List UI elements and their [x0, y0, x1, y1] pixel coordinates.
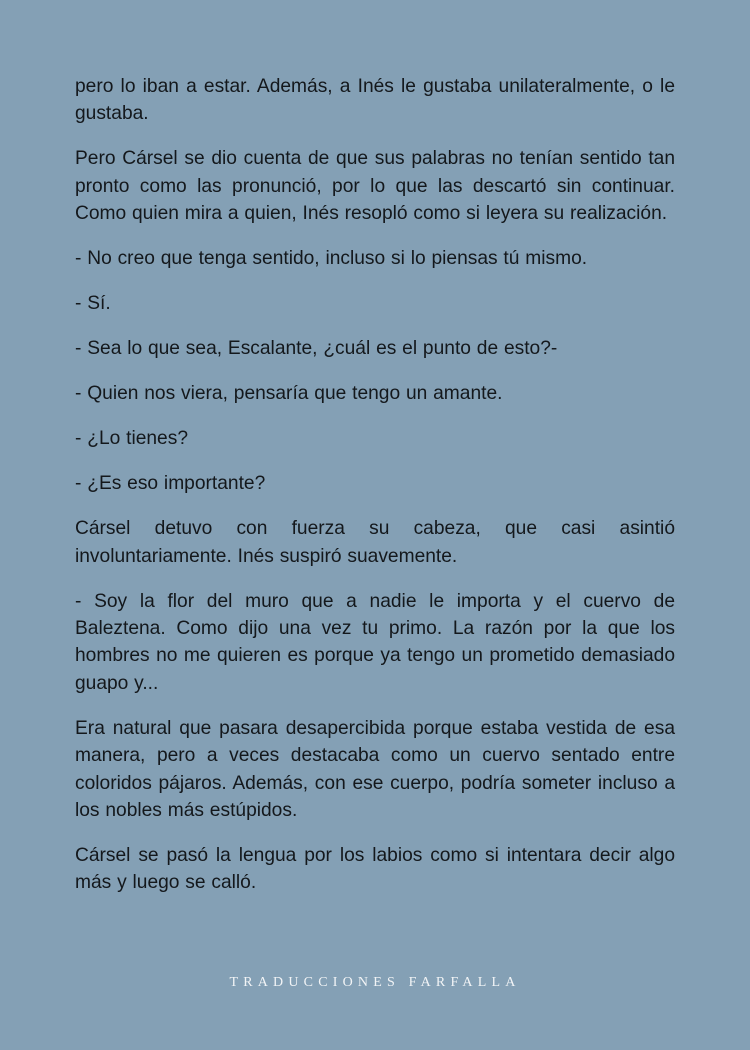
dialogue-line: - Sí.	[75, 293, 111, 315]
paragraph: pero lo iban a estar. Además, a Inés le gustaba unilateralmente, o le gustaba.	[75, 76, 675, 125]
footer-credit: TRADUCCIONES FARFALLA	[229, 975, 521, 990]
dialogue-line: - ¿Es eso importante?	[75, 473, 266, 495]
paragraph: Era natural que pasara desapercibida porque estaba vestida de esa manera, pero a veces destacaba como un cuervo sentado entre coloridos pájaros. Además, con ese cuerpo, podría someter incluso a los nobles más estúpidos.	[75, 717, 675, 822]
paragraph: Cársel se pasó la lengua por los labios como si intentara decir algo más y luego se calló.	[75, 845, 675, 894]
dialogue-line: - Sea lo que sea, Escalante, ¿cuál es el punto de esto?-	[75, 338, 558, 360]
dialogue-line: - No creo que tenga sentido, incluso si lo piensas tú mismo.	[75, 248, 588, 270]
dialogue-line: - ¿Lo tienes?	[75, 428, 188, 450]
dialogue-line: - Soy la flor del muro que a nadie le importa y el cuervo de Baleztena. Como dijo una vez tu primo. La razón por la que los hombres no me quieren es porque ya tengo un prometido demasiado guapo y...	[75, 590, 675, 694]
paragraph: Cársel detuvo con fuerza su cabeza, que casi asintió involuntariamente. Inés suspiró suavemente.	[75, 518, 675, 567]
dialogue-line: - Quien nos viera, pensaría que tengo un amante.	[75, 383, 503, 405]
document-body	[75, 73, 675, 914]
paragraph: Pero Cársel se dio cuenta de que sus palabras no tenían sentido tan pronto como las pronunció, por lo que las descartó sin continuar. Como quien mira a quien, Inés resopló como si leyera su realización.	[75, 148, 675, 225]
